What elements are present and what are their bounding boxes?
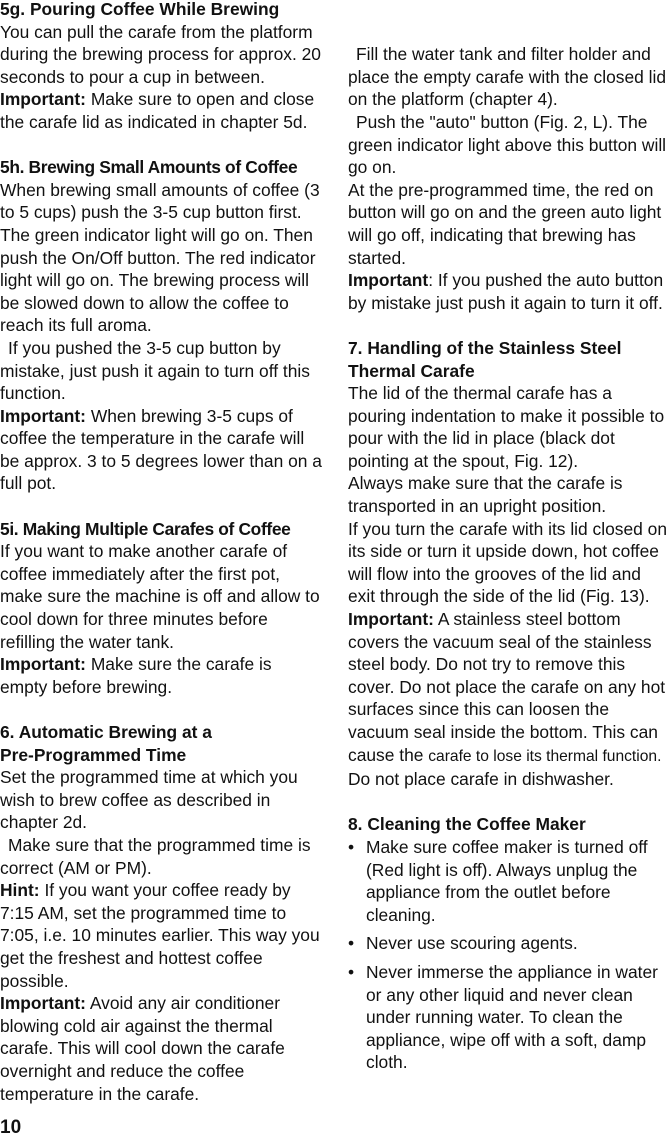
bullet-icon: • (348, 933, 355, 954)
important-label: Important: (0, 993, 86, 1014)
bullet-icon: • (348, 836, 355, 857)
section-5h-heading: 5h. Brewing Small Amounts of Coffee (0, 157, 298, 178)
section-7-text-2: Always make sure that the carafe is transported in an upright position. (348, 473, 623, 517)
bullet-item: • Never immerse the appliance in water or any other liquid and never clean under running water. To clean the appliance, wipe off with a soft, damp cloth. (348, 961, 658, 1073)
left-column (0, 0, 322, 1105)
important-label: Important (348, 270, 429, 291)
hint-label: Hint: (0, 880, 40, 901)
section-6-text-3: Fill the water tank and filter holder and place the empty carafe with the closed lid on the platform (chapter 4). (348, 44, 667, 110)
section-5h-important: Important: When brewing 3-5 cups of coffee the temperature in the carafe will be approx. 3 to 5 degrees lower than on a full pot. (0, 405, 322, 494)
section-6-heading: 6. Automatic Brewing at a Pre-Programmed Time (0, 722, 212, 765)
page-number: 10 (0, 1117, 22, 1138)
section-6-important-1: Important: Avoid any air conditioner blowing cold air against the thermal carafe. This will cool down the carafe overnight and reduce the coffee temperature in the carafe. (0, 993, 285, 1104)
section-8-heading: 8. Cleaning the Coffee Maker (348, 814, 586, 835)
section-6-text-4: Push the "auto" button (Fig. 2, L). The green indicator light above this button will go on. (348, 111, 667, 178)
section-5h-text: When brewing small amounts of coffee (3 to 5 cups) push the 3-5 cup button first. The green indicator light will go on. Then push the On/Off button. The red indicator light will go on. The brewing process will be slowed down to allow the coffee to reach its full aroma. (0, 179, 320, 336)
section-5i-important: Important: Make sure the carafe is empty before brewing. (0, 654, 272, 697)
section-6-important-2: Important: If you pushed the auto button by mistake just push it again to turn it off. (348, 270, 664, 313)
section-6-hint: Hint: If you want your coffee ready by 7:15 AM, set the programmed time to 7:05, i.e. 10 minutes earlier. This way you get the freshest and hottest coffee possible. (0, 880, 320, 991)
section-7-important: Important: A stainless steel bottom covers the vacuum seal of the stainless steel body. Do not try to remove this cover. Do not place the carafe on any hot surfaces since this can loosen the vacuum seal inside the bottom. This can cause the carafe to lose its thermal function. (348, 609, 666, 765)
right-column (348, 0, 669, 1080)
bullet-icon: • (348, 961, 355, 982)
section-5g-heading: 5g. Pouring Coffee While Brewing (0, 0, 280, 19)
section-7-text-4: Do not place carafe in dishwasher. (348, 769, 614, 790)
section-5h-text-2: If you pushed the 3-5 cup button by mistake, just push it again to turn off this function. (0, 337, 310, 404)
section-7-text: The lid of the thermal carafe has a pouring indentation to make it possible to pour with the lid in place (black dot pointing at the spout, Fig. 12). (348, 383, 665, 471)
important-label: Important: (348, 609, 434, 630)
important-label: Important: (0, 654, 86, 675)
section-6-text: Set the programmed time at which you wish to brew coffee as described in chapter 2d. (0, 767, 298, 833)
section-5g-important: Important: Make sure to open and close the carafe lid as indicated in chapter 5d. (0, 89, 315, 132)
bullet-item: • Make sure coffee maker is turned off (Red light is off). Always unplug the appliance from the outlet before cleaning. (348, 836, 648, 925)
section-5i-text: If you want to make another carafe of coffee immediately after the first pot, make sure the machine is off and allow to cool down for three minutes before refilling the water tank. (0, 541, 320, 652)
important-label: Important: (0, 405, 86, 426)
important-label: Important: (0, 89, 86, 110)
section-7-heading: 7. Handling of the Stainless Steel Thermal Carafe (348, 337, 622, 381)
section-6-text-5: At the pre-programmed time, the red on button will go on and the green auto light will go off, indicating that brewing has started. (348, 179, 662, 268)
section-7-text-3: If you turn the carafe with its lid closed on its side or turn it upside down, hot coffee will flow into the grooves of the lid and exit through the side of the lid (Fig. 13). (348, 518, 667, 607)
bullet-item: • Never use scouring agents. (348, 933, 578, 954)
section-6-text-2: Make sure that the programmed time is correct (AM or PM). (0, 834, 311, 878)
section-5i-heading: 5i. Making Multiple Carafes of Coffee (0, 518, 291, 539)
section-5g-text: You can pull the carafe from the platform during the brewing process for approx. 20 seconds to pour a cup in between. (0, 21, 321, 87)
